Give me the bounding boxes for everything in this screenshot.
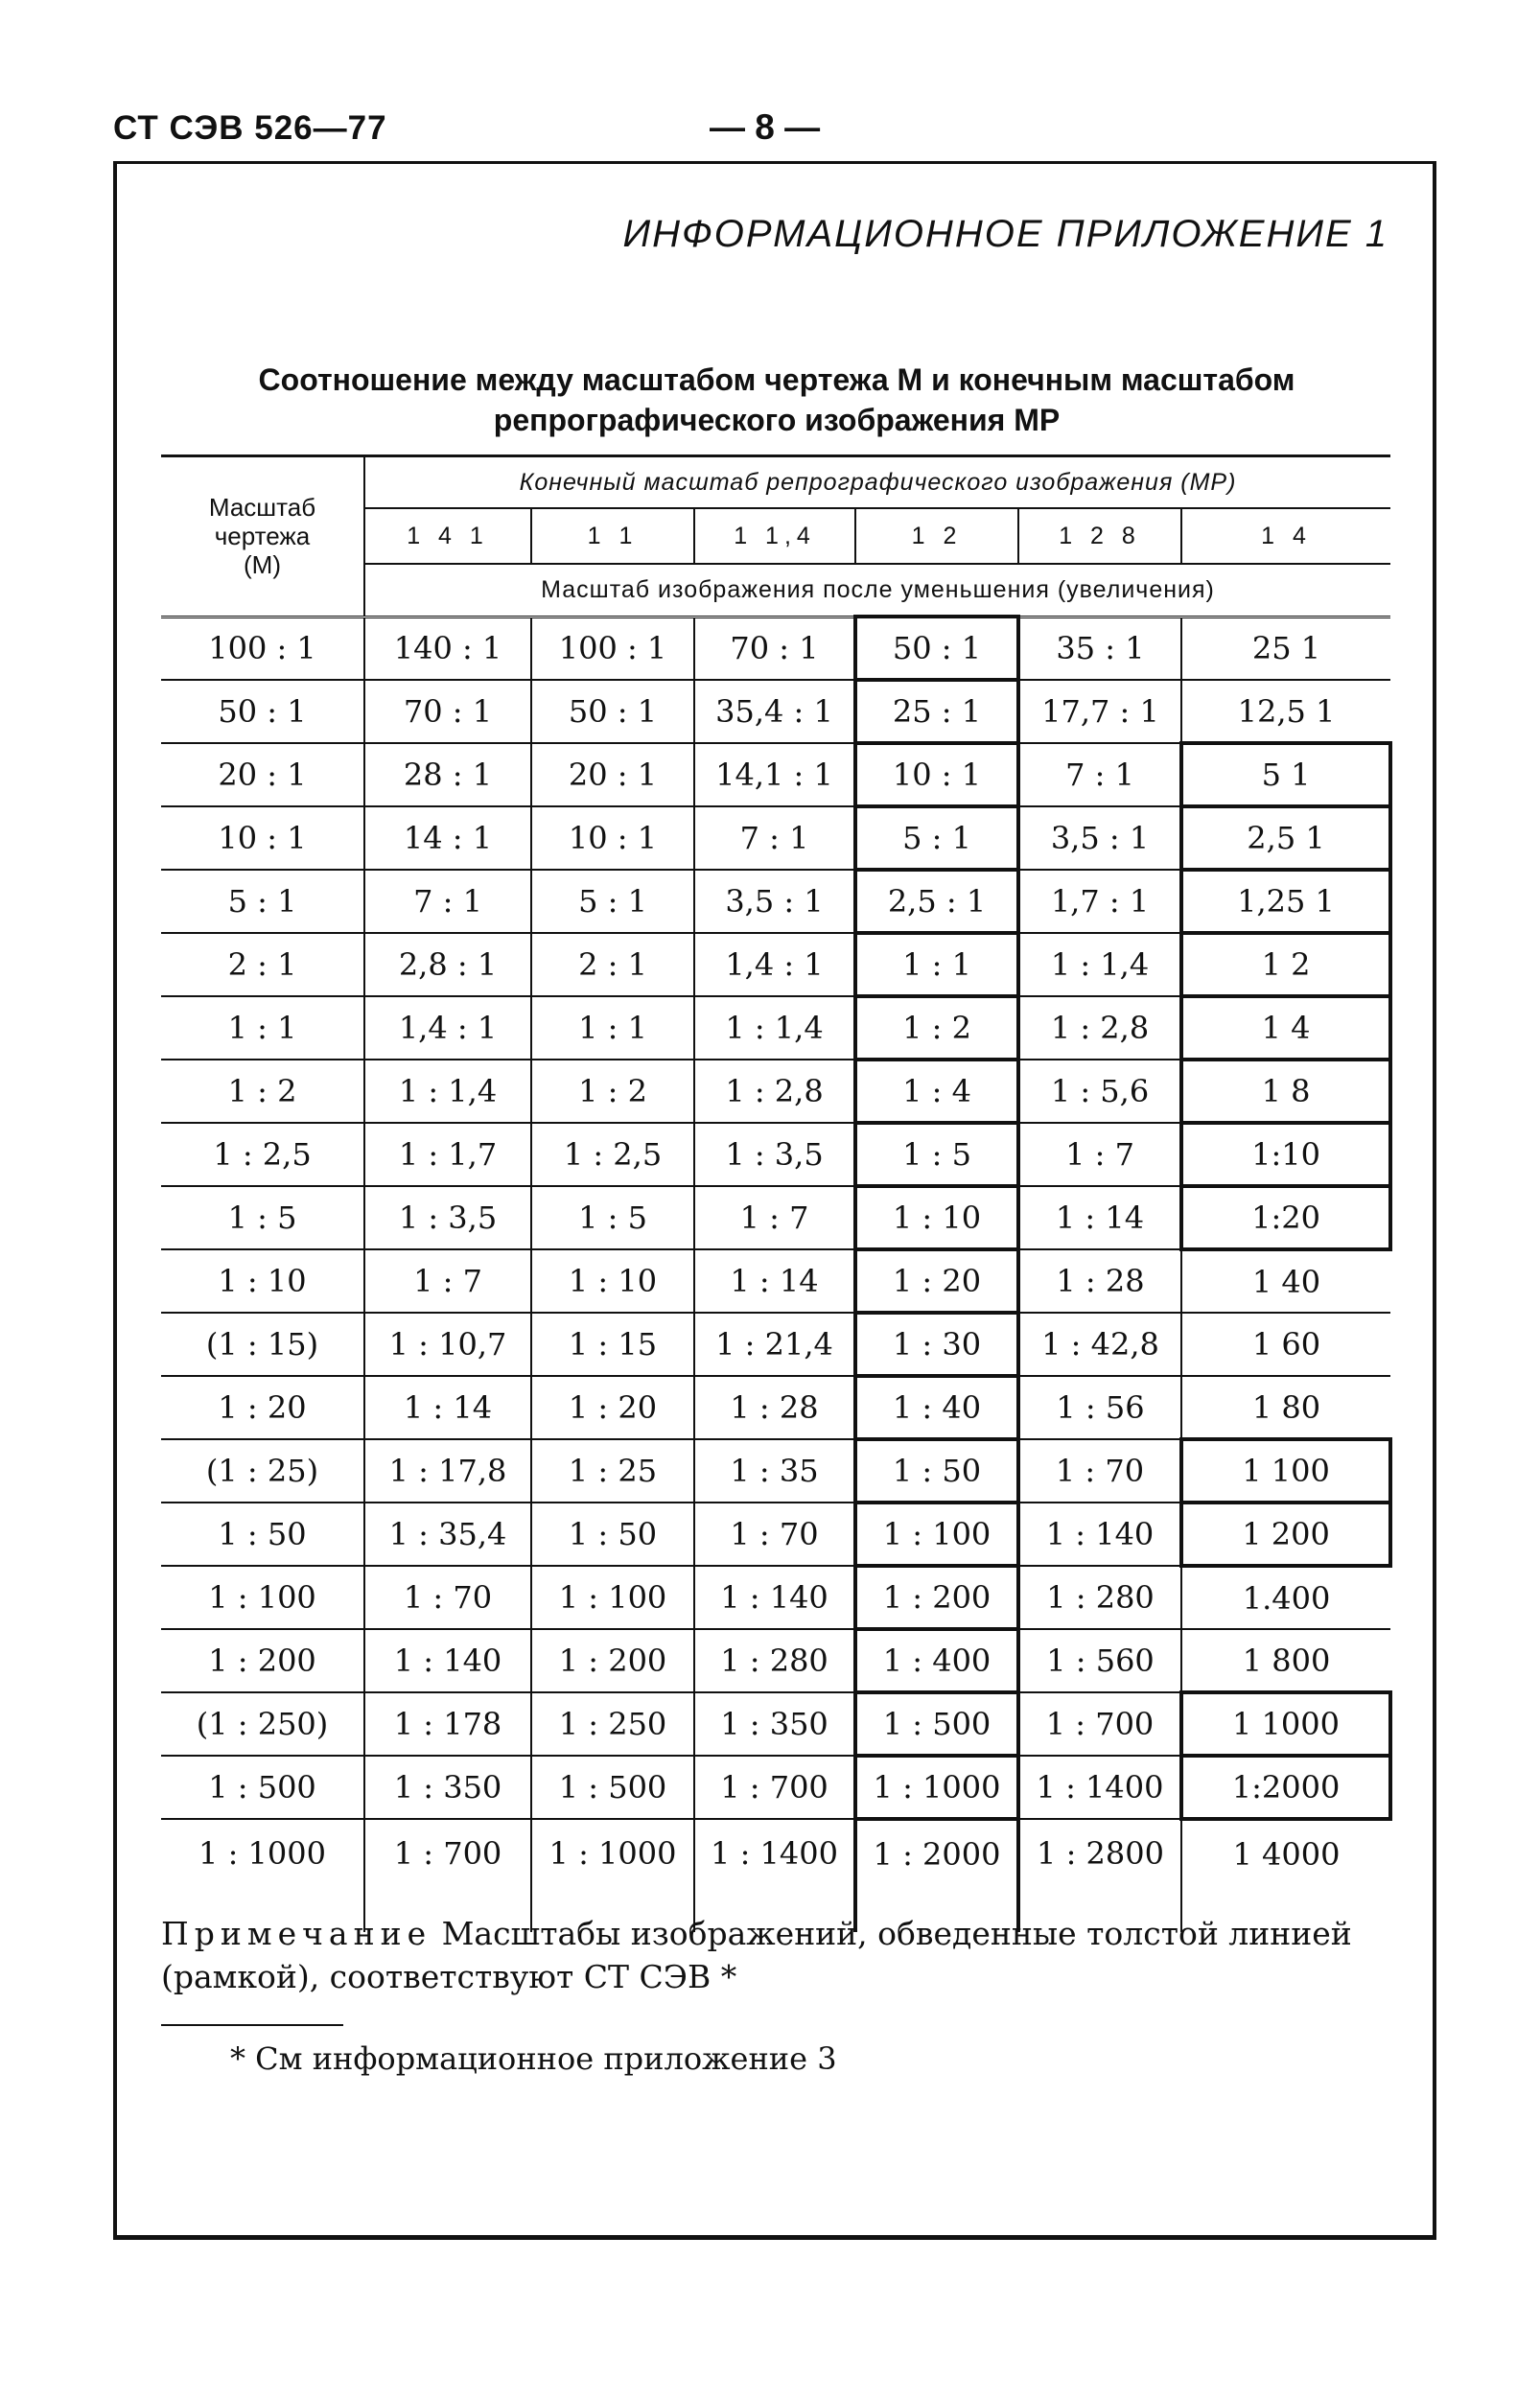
final-scale-cell: 1 : 25 (531, 1439, 694, 1503)
footnote: * См информационное приложение 3 (230, 2040, 837, 2077)
final-scale-cell: 1 : 1,7 (364, 1123, 531, 1186)
final-scale-cell: 1 : 500 (531, 1756, 694, 1819)
drawing-scale-cell: 10 : 1 (161, 806, 364, 870)
page-number: — 8 — (710, 107, 821, 147)
note-label: Примечание (161, 1915, 432, 1952)
final-scale-cell: 1 : 42,8 (1018, 1313, 1181, 1376)
final-scale-cell: 1 : 700 (1018, 1692, 1181, 1756)
final-scale-cell: 1 : 70 (1018, 1439, 1181, 1503)
final-scale-cell: 1 : 178 (364, 1692, 531, 1756)
final-scale-cell: 1 : 70 (364, 1566, 531, 1629)
scale-table (161, 454, 1392, 1932)
final-scale-cell: 1:10 (1181, 1123, 1390, 1186)
table-row (161, 743, 1390, 806)
final-scale-cell: 28 : 1 (364, 743, 531, 806)
final-scale-cell: 1 : 10,7 (364, 1313, 531, 1376)
final-scale-cell: 2 : 1 (531, 933, 694, 996)
final-scale-col-header: 1 1,4 (694, 508, 855, 564)
final-scale-cell: 1 : 4 (855, 1060, 1018, 1123)
final-scale-cell: 1 : 2000 (855, 1819, 1018, 1932)
final-scale-cell: 1 : 10 (531, 1249, 694, 1313)
final-scale-cell: 50 : 1 (855, 617, 1018, 680)
drawing-scale-cell: 1 : 2 (161, 1060, 364, 1123)
final-scale-cell: 1 : 50 (531, 1503, 694, 1566)
final-scale-cell: 70 : 1 (694, 617, 855, 680)
final-scale-cell: 50 : 1 (531, 680, 694, 743)
final-scale-cell: 1 : 50 (855, 1439, 1018, 1503)
appendix-title: ИНФОРМАЦИОННОЕ ПРИЛОЖЕНИЕ 1 (622, 213, 1388, 255)
final-scale-col-header: 1 2 8 (1018, 508, 1181, 564)
table-row (161, 1629, 1390, 1692)
final-scale-cell: 1 800 (1181, 1629, 1390, 1692)
final-scale-cell: 1,7 : 1 (1018, 870, 1181, 933)
table-row (161, 680, 1390, 743)
final-scale-cell: 2,5 1 (1181, 806, 1390, 870)
final-scale-cell: 20 : 1 (531, 743, 694, 806)
final-scale-cell: 2,8 : 1 (364, 933, 531, 996)
final-scale-cell: 1 : 400 (855, 1629, 1018, 1692)
final-scale-cell: 1 40 (1181, 1249, 1390, 1313)
note (161, 1912, 1398, 1998)
final-scale-cell: 1 100 (1181, 1439, 1390, 1503)
final-scale-cell: 1 : 200 (855, 1566, 1018, 1629)
final-scale-cell: 1 : 7 (694, 1186, 855, 1249)
document-code: СТ СЭВ 526—77 (113, 109, 387, 147)
table-title-line-2: репрографического изображения МР (493, 403, 1061, 437)
final-scale-cell: 5 : 1 (531, 870, 694, 933)
final-scale-cell: 1 : 700 (364, 1819, 531, 1932)
final-scale-cell: 1 : 350 (694, 1692, 855, 1756)
final-scale-cell: 1 : 1400 (1018, 1756, 1181, 1819)
table-row (161, 1692, 1390, 1756)
final-scale-cell: 1 : 1,4 (364, 1060, 531, 1123)
drawing-scale-header-line: Масштаб (208, 493, 316, 523)
drawing-scale-cell: 1 : 10 (161, 1249, 364, 1313)
final-scale-cell: 1:20 (1181, 1186, 1390, 1249)
table-row (161, 1376, 1390, 1439)
drawing-scale-cell: 1 : 2,5 (161, 1123, 364, 1186)
final-scale-cell: 14,1 : 1 (694, 743, 855, 806)
final-scale-cell: 1 : 3,5 (694, 1123, 855, 1186)
final-scale-cell: 1 : 17,8 (364, 1439, 531, 1503)
final-scale-cell: 1 : 35 (694, 1439, 855, 1503)
final-scale-cell: 3,5 : 1 (1018, 806, 1181, 870)
final-scale-cell: 7 : 1 (364, 870, 531, 933)
reduction-scale-header: Масштаб изображения после уменьшения (увеличения) (364, 564, 1390, 617)
final-scale-cell: 1 : 1 (531, 996, 694, 1060)
table-row (161, 870, 1390, 933)
final-scale-cell: 1 : 2,5 (531, 1123, 694, 1186)
final-scale-cell: 1 : 7 (1018, 1123, 1181, 1186)
final-scale-cell: 17,7 : 1 (1018, 680, 1181, 743)
final-scale-cell: 1 60 (1181, 1313, 1390, 1376)
final-scale-cell: 1 2 (1181, 933, 1390, 996)
drawing-scale-cell: (1 : 250) (161, 1692, 364, 1756)
final-scale-cell: 1 : 280 (694, 1629, 855, 1692)
table-row (161, 1439, 1390, 1503)
final-scale-cell: 1 : 20 (855, 1249, 1018, 1313)
final-scale-cell: 1 : 1400 (694, 1819, 855, 1932)
final-scale-cell: 25 : 1 (855, 680, 1018, 743)
table-title-line-1: Соотношение между масштабом чертежа М и конечным масштабом (258, 362, 1295, 397)
final-scale-cell: 1 : 28 (1018, 1249, 1181, 1313)
final-scale-cell: 14 : 1 (364, 806, 531, 870)
table-row (161, 933, 1390, 996)
final-scale-cell: 1 : 500 (855, 1692, 1018, 1756)
table-row (161, 1123, 1390, 1186)
table-row (161, 1503, 1390, 1566)
final-scale-cell: 1 : 56 (1018, 1376, 1181, 1439)
table-row (161, 996, 1390, 1060)
final-scale-cell: 1 : 14 (364, 1376, 531, 1439)
final-scale-cell: 1 4000 (1181, 1819, 1390, 1932)
final-scale-col-header: 1 1 (531, 508, 694, 564)
final-scale-cell: 70 : 1 (364, 680, 531, 743)
final-scale-cell: 1 : 1000 (531, 1819, 694, 1932)
final-scale-cell: 1,4 : 1 (364, 996, 531, 1060)
final-scale-cell: 1:2000 (1181, 1756, 1390, 1819)
final-scale-cell: 1 : 14 (694, 1249, 855, 1313)
final-scale-cell: 12,5 1 (1181, 680, 1390, 743)
final-scale-cell: 1 : 140 (694, 1566, 855, 1629)
final-scale-cell: 1 : 1 (855, 933, 1018, 996)
final-scale-cell: 1 : 5 (531, 1186, 694, 1249)
final-scale-cell: 1 : 140 (1018, 1503, 1181, 1566)
final-scale-cell: 1 1000 (1181, 1692, 1390, 1756)
final-scale-cell: 10 : 1 (531, 806, 694, 870)
drawing-scale-header-line: (М) (244, 550, 281, 580)
drawing-scale-cell: 2 : 1 (161, 933, 364, 996)
drawing-scale-cell: (1 : 15) (161, 1313, 364, 1376)
table-body (161, 617, 1390, 1932)
final-scale-cell: 1 : 560 (1018, 1629, 1181, 1692)
table-row (161, 617, 1390, 680)
drawing-scale-cell: 1 : 50 (161, 1503, 364, 1566)
final-scale-cell: 1 200 (1181, 1503, 1390, 1566)
final-scale-cell: 7 : 1 (1018, 743, 1181, 806)
drawing-scale-cell: 20 : 1 (161, 743, 364, 806)
final-scale-cell: 140 : 1 (364, 617, 531, 680)
final-scale-cell: 1 4 (1181, 996, 1390, 1060)
final-scale-cell: 10 : 1 (855, 743, 1018, 806)
table-row (161, 1756, 1390, 1819)
footnote-rule (161, 2024, 343, 2026)
final-scale-cell: 1 : 700 (694, 1756, 855, 1819)
final-scale-cell: 1.400 (1181, 1566, 1390, 1629)
drawing-scale-cell: 1 : 1000 (198, 1835, 326, 1872)
final-scale-cell: 1 : 14 (1018, 1186, 1181, 1249)
drawing-scale-cell: 1 : 20 (161, 1376, 364, 1439)
table-row (161, 1313, 1390, 1376)
final-scale-cell: 1 : 2 (855, 996, 1018, 1060)
note-text: Масштабы изображений, обведенные толстой линией (рамкой), соответствуют СТ СЭВ * (161, 1915, 1352, 1995)
final-scale-cell: 1,4 : 1 (694, 933, 855, 996)
final-scale-cell: 1 : 1000 (855, 1756, 1018, 1819)
final-scale-cell: 1 : 70 (694, 1503, 855, 1566)
drawing-scale-cell: (1 : 25) (161, 1439, 364, 1503)
final-scale-cell: 5 : 1 (855, 806, 1018, 870)
table-header (161, 456, 1390, 617)
final-scale-cell: 1 : 2,8 (1018, 996, 1181, 1060)
table-row (161, 1186, 1390, 1249)
final-scale-cell: 1 : 100 (531, 1566, 694, 1629)
table-row (161, 1249, 1390, 1313)
final-scale-cell: 1 : 1,4 (1018, 933, 1181, 996)
table-row (161, 1060, 1390, 1123)
drawing-scale-header (161, 456, 364, 617)
drawing-scale-header-line: чертежа (214, 522, 311, 551)
final-scale-cell: 1 : 40 (855, 1376, 1018, 1439)
final-scale-cell: 1 8 (1181, 1060, 1390, 1123)
final-scale-cell: 2,5 : 1 (855, 870, 1018, 933)
drawing-scale-cell: 100 : 1 (161, 617, 364, 680)
final-scale-cell: 100 : 1 (531, 617, 694, 680)
final-scale-cell: 1 : 20 (531, 1376, 694, 1439)
final-scale-cell: 7 : 1 (694, 806, 855, 870)
final-scale-cell: 1 : 30 (855, 1313, 1018, 1376)
final-scale-cell: 1 : 28 (694, 1376, 855, 1439)
final-scale-cell: 1 80 (1181, 1376, 1390, 1439)
drawing-scale-cell: 5 : 1 (161, 870, 364, 933)
table-row (161, 806, 1390, 870)
final-scale-cell: 1 : 200 (531, 1629, 694, 1692)
final-scale-cell: 1 : 2800 (1018, 1819, 1181, 1932)
final-scale-cell: 1 : 1,4 (694, 996, 855, 1060)
final-scale-cell: 1 : 350 (364, 1756, 531, 1819)
final-scale-cell: 1 : 5,6 (1018, 1060, 1181, 1123)
final-scale-col-header: 1 4 (1181, 508, 1390, 564)
final-scale-cell: 1 : 2 (531, 1060, 694, 1123)
final-scale-cell: 1 : 250 (531, 1692, 694, 1756)
final-scale-cell: 5 1 (1181, 743, 1390, 806)
drawing-scale-cell: 1 : 100 (161, 1566, 364, 1629)
final-scale-cell: 1 : 100 (855, 1503, 1018, 1566)
final-scale-cell: 1 : 140 (364, 1629, 531, 1692)
final-scale-cell: 1 : 15 (531, 1313, 694, 1376)
table-row (161, 1566, 1390, 1629)
final-scale-cell: 1 : 2,8 (694, 1060, 855, 1123)
final-scale-cell: 25 1 (1181, 617, 1390, 680)
drawing-scale-cell: 1 : 5 (161, 1186, 364, 1249)
final-scale-cell: 35,4 : 1 (694, 680, 855, 743)
final-scale-cell: 1 : 21,4 (694, 1313, 855, 1376)
final-scale-cell: 1 : 5 (855, 1123, 1018, 1186)
drawing-scale-cell: 50 : 1 (161, 680, 364, 743)
final-scale-cell: 1 : 3,5 (364, 1186, 531, 1249)
final-scale-col-header: 1 4 1 (364, 508, 531, 564)
final-scale-cell: 1,25 1 (1181, 870, 1390, 933)
final-scale-cell: 1 : 10 (855, 1186, 1018, 1249)
final-scale-cell: 35 : 1 (1018, 617, 1181, 680)
drawing-scale-cell: 1 : 1 (161, 996, 364, 1060)
table-title (192, 360, 1362, 440)
final-scale-cell: 1 : 35,4 (364, 1503, 531, 1566)
final-scale-col-header: 1 2 (855, 508, 1018, 564)
final-scale-header: Конечный масштаб репрографического изображения (МР) (364, 456, 1390, 509)
final-scale-cell: 1 : 280 (1018, 1566, 1181, 1629)
final-scale-cell: 3,5 : 1 (694, 870, 855, 933)
drawing-scale-cell: 1 : 500 (161, 1756, 364, 1819)
final-scale-cell: 1 : 7 (364, 1249, 531, 1313)
drawing-scale-cell: 1 : 200 (161, 1629, 364, 1692)
